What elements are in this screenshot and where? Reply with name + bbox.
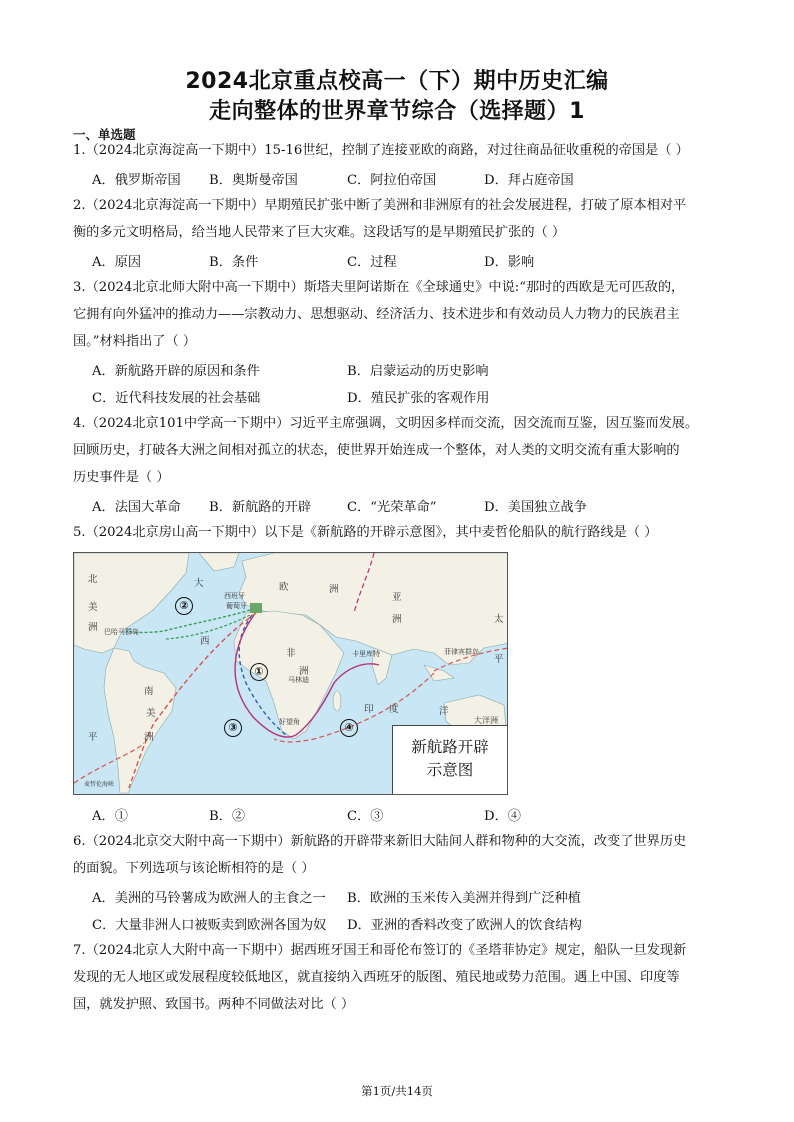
- map-label: 洲: [329, 584, 339, 595]
- option-b[interactable]: B．②: [209, 809, 246, 824]
- route-marker-4: ④: [340, 719, 358, 737]
- question-6-line2: 的面貌。下列选项与该论断相符的是（ ）: [73, 861, 315, 876]
- question-3-options-row1: [92, 360, 732, 380]
- option-a[interactable]: A．法国大革命: [92, 500, 181, 515]
- question-1-text: 1.（2024北京海淀高一下期中）15-16世纪，控制了连接亚欧的商路，对过往商品征收重税的帝国是（ ）: [73, 143, 689, 158]
- question-4-options: [92, 496, 732, 516]
- map-caption-box: [392, 725, 508, 795]
- question-5-options: [92, 805, 732, 825]
- map-label: 好望角: [279, 718, 300, 726]
- map-label: 洲: [144, 732, 154, 743]
- map-label: 大洋洲: [474, 716, 498, 725]
- option-b[interactable]: B．奥斯曼帝国: [209, 173, 298, 188]
- map-label: 平: [88, 732, 98, 743]
- question-4-line2: 回顾历史，打破各大洲之间相对孤立的状态，使世界开始连成一个整体，对人类的文明交流有重大影响的: [73, 443, 680, 458]
- map-label: 马林迪: [288, 676, 309, 684]
- option-d[interactable]: D．④: [484, 809, 521, 824]
- option-b[interactable]: B．欧洲的玉米传入美洲并得到广泛种植: [347, 891, 581, 906]
- route-marker-3: ③: [224, 719, 242, 737]
- option-d[interactable]: D．殖民扩张的客观作用: [347, 391, 490, 406]
- question-7-line3: 国，就发护照、致国书。两种不同做法对比（ ）: [73, 997, 355, 1012]
- option-d[interactable]: D．拜占庭帝国: [484, 173, 574, 188]
- question-6-options-row2: [92, 914, 732, 934]
- question-2-options: [92, 251, 732, 271]
- question-7-line2: 发现的无人地区或发展程度较低地区，就直接纳入西班牙的版图、殖民地或势力范围。遇上中国、印度等: [73, 970, 680, 985]
- map-label: 洲: [392, 614, 402, 625]
- question-4-line3: 历史事件是（ ）: [73, 470, 170, 485]
- map-label: 欧: [279, 582, 289, 593]
- map-caption-line2: 示意图: [426, 761, 474, 779]
- route-marker-2: ②: [175, 597, 193, 615]
- question-6-line1: 6.（2024北京交大附中高一下期中）新航路的开辟带来新旧大陆间人群和物种的大交流，改变了世界历史: [73, 834, 687, 849]
- route-marker-1: ①: [250, 663, 268, 681]
- map-label: 非: [286, 648, 296, 659]
- question-4-line1: 4.（2024北京101中学高一下期中）习近平主席强调，文明因多样而交流，因交流而互鉴，因互鉴而发展。: [73, 416, 699, 431]
- document-title-line2: 走向整体的世界章节综合（选择题）1: [209, 99, 585, 124]
- map-label: 西: [200, 636, 210, 647]
- option-c[interactable]: C．阿拉伯帝国: [347, 173, 437, 188]
- map-label: 菲律宾群岛: [444, 648, 479, 656]
- map-label: 葡萄牙: [226, 602, 247, 610]
- option-b[interactable]: B．新航路的开辟: [209, 500, 312, 515]
- page-footer: 第1页/共14页: [361, 1084, 433, 1098]
- question-2-line1: 2.（2024北京海淀高一下期中）早期殖民扩张中断了美洲和非洲原有的社会发展进程，打破了原本相对平: [73, 198, 687, 213]
- section-heading: 一、单选题: [73, 127, 136, 142]
- question-7-line1: 7.（2024北京人大附中高一下期中）据西班牙国王和哥伦布签订的《圣塔菲协定》规定，船队一旦发现新: [73, 943, 687, 958]
- option-a[interactable]: A．①: [92, 809, 128, 824]
- map-caption-line1: 新航路开辟: [411, 738, 489, 756]
- question-1-options: [92, 169, 732, 189]
- map-label: 洲: [88, 622, 98, 633]
- question-3-line1: 3.（2024北京北师大附中高一下期中）斯塔夫里阿诺斯在《全球通史》中说:“那时的西欧是无可匹敌的，: [73, 280, 685, 295]
- map-label: 平: [494, 654, 504, 665]
- option-c[interactable]: C．“光荣革命”: [347, 500, 437, 515]
- map-label: 美: [88, 602, 98, 613]
- map-label: 太: [494, 614, 504, 625]
- map-label: 麦哲伦海峡: [84, 781, 115, 788]
- map-label: 洋: [439, 706, 449, 717]
- option-d[interactable]: D．影响: [484, 255, 535, 270]
- map-label: 大: [194, 578, 204, 589]
- map-label: 西班牙: [224, 592, 245, 600]
- map-label: 度: [389, 704, 399, 715]
- new-sea-routes-map: [73, 552, 508, 795]
- option-a[interactable]: A．新航路开辟的原因和条件: [92, 364, 260, 379]
- option-d[interactable]: D．亚洲的香料改变了欧洲人的饮食结构: [347, 918, 582, 933]
- option-b[interactable]: B．条件: [209, 255, 259, 270]
- question-6-options-row1: [92, 887, 732, 907]
- document-title-line1: 2024北京重点校高一（下）期中历史汇编: [185, 69, 609, 94]
- option-c[interactable]: C．③: [347, 809, 384, 824]
- map-label: 北: [88, 574, 98, 585]
- map-label: 卡里库特: [352, 650, 380, 658]
- map-label: 南: [144, 686, 154, 697]
- option-c[interactable]: C．近代科技发展的社会基础: [92, 391, 261, 406]
- question-3-line2: 它拥有向外猛冲的推动力——宗教动力、思想驱动、经济活力、技术进步和有效动员人力物力的民族君主: [73, 307, 680, 322]
- option-d[interactable]: D．美国独立战争: [484, 500, 587, 515]
- map-label: 亚: [392, 592, 402, 603]
- question-3-line3: 国。”材料指出了（ ）: [73, 334, 197, 349]
- option-a[interactable]: A．原因: [92, 255, 142, 270]
- map-label: 巴哈马群岛: [104, 628, 139, 636]
- map-label: 洲: [299, 666, 309, 677]
- map-label: 印: [364, 704, 374, 715]
- question-5-text: 5.（2024北京房山高一下期中）以下是《新航路的开辟示意图》，其中麦哲伦船队的航行路线是（ ）: [73, 525, 658, 540]
- option-a[interactable]: A．美洲的马铃薯成为欧洲人的主食之一: [92, 891, 326, 906]
- map-label: 美: [146, 708, 156, 719]
- option-c[interactable]: C．大量非洲人口被贩卖到欧洲各国为奴: [92, 918, 327, 933]
- question-2-line2: 衡的多元文明格局，给当地人民带来了巨大灾难。这段话写的是早期殖民扩张的（ ）: [73, 225, 566, 240]
- option-a[interactable]: A．俄罗斯帝国: [92, 173, 181, 188]
- option-c[interactable]: C．过程: [347, 255, 397, 270]
- option-b[interactable]: B．启蒙运动的历史影响: [347, 364, 489, 379]
- question-3-options-row2: [92, 387, 732, 407]
